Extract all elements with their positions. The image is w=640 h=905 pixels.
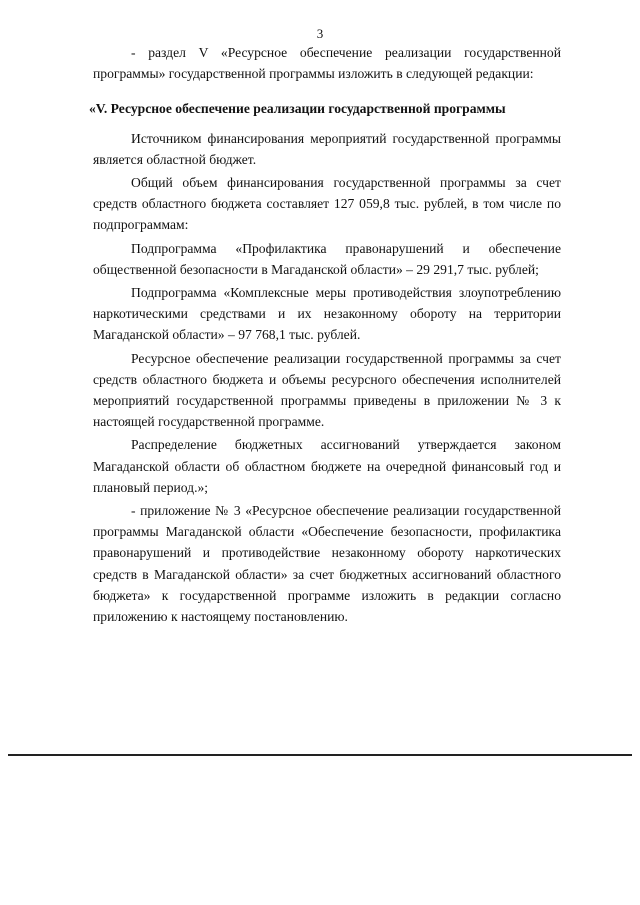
- resource-provision-paragraph: Ресурсное обеспечение реализации государственной программы за счет средств областного бюджета и объемы ресурсного обеспечения исполнителей мероприятий государственной программы приведены в приложении № 3 к настоящей государственной программе.: [93, 350, 561, 430]
- page-number: 3: [316, 26, 324, 41]
- intro-paragraph: - раздел V «Ресурсное обеспечение реализации государственной программы» государственной программы изложить в следующей редакции:: [93, 45, 561, 82]
- budget-distribution-paragraph: Распределение бюджетных ассигнований утверждается законом Магаданской области об областном бюджете на очередной финансовый год и плановый период.»;: [93, 437, 561, 495]
- subprogram-2-paragraph: Подпрограмма «Комплексные меры противодействия злоупотреблению наркотическими средствами и их незаконному обороту на территории Магаданской области» – 97 768,1 тыс. рублей.: [93, 285, 561, 343]
- bottom-divider: [8, 754, 632, 756]
- section-heading: «V. Ресурсное обеспечение реализации государственной программы: [89, 101, 506, 117]
- document-body: [89, 40, 561, 627]
- total-funding-paragraph: Общий объем финансирования государственной программы за счет средств областного бюджета составляет 127 059,8 тыс. рублей, в том числе по подпрограммам:: [93, 175, 561, 233]
- appendix-3-paragraph: - приложение № 3 «Ресурсное обеспечение реализации государственной программы Магаданской области «Обеспечение безопасности, профилактика правонарушений и противодействие незаконному обороту наркотических средств в Магаданской области» за счет бюджетных ассигнований областного бюджета» к государственной программе изложить в редакции согласно приложению к настоящему постановлению.: [93, 503, 561, 625]
- subprogram-1-paragraph: Подпрограмма «Профилактика правонарушений и обеспечение общественной безопасности в Магаданской области» – 29 291,7 тыс. рублей;: [93, 240, 561, 277]
- funding-source-paragraph: Источником финансирования мероприятий государственной программы является областной бюджет.: [93, 130, 561, 167]
